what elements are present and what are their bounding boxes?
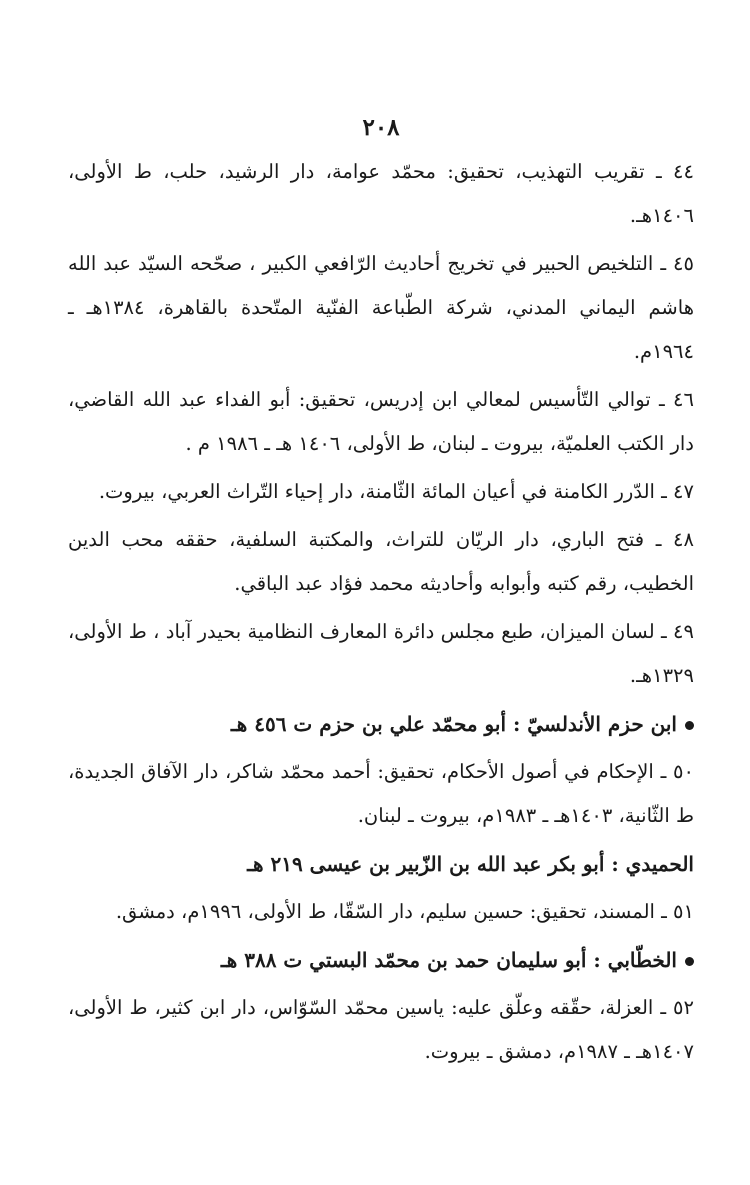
author-heading-text: الحميدي : أبو بكر عبد الله بن الزّبير بن عيسى ٢١٩ هـ bbox=[247, 852, 694, 876]
bibliography-entry-45: ٤٥ ـ التلخيص الحبير في تخريج أحاديث الرّافعي الكبير ، صحّحه السيّد عبد الله هاشم اليماني المدني، شركة الطّباعة الفنّية المتّحدة بالقاهرة، ١٣٨٤هـ ـ ١٩٦٤م. bbox=[68, 252, 694, 363]
bibliography-entry-47: ٤٧ ـ الدّرر الكامنة في أعيان المائة الثّامنة، دار إحياء التّراث العربي، بيروت. bbox=[98, 480, 694, 503]
bullet-icon bbox=[685, 721, 694, 730]
author-heading-ibn-hazm bbox=[68, 702, 694, 746]
author-heading-text: ابن حزم الأندلسيّ : أبو محمّد علي بن حزم ت ٤٥٦ هـ bbox=[230, 712, 677, 736]
bibliography-entry-52: ٥٢ ـ العزلة، حقّقه وعلّق عليه: ياسين محمّد السّوّاس، دار ابن كثير، ط الأولى، ١٤٠٧هـ ـ ١٩٨٧م، دمشق ـ بيروت. bbox=[68, 996, 694, 1063]
bibliography-entry-50: ٥٠ ـ الإحكام في أصول الأحكام، تحقيق: أحمد محمّد شاكر، دار الآفاق الجديدة، ط الثّانية، ١٤٠٣هـ ـ ١٩٨٣م، بيروت ـ لبنان. bbox=[68, 760, 694, 827]
author-heading-text: الخطّابي : أبو سليمان حمد بن محمّد البستي ت ٣٨٨ هـ bbox=[220, 948, 677, 972]
bibliography-entry-46: ٤٦ ـ توالي التّأسيس لمعالي ابن إدريس، تحقيق: أبو الفداء عبد الله القاضي، دار الكتب العلميّة، بيروت ـ لبنان، ط الأولى، ١٤٠٦ هـ ـ ١٩٨٦ م . bbox=[68, 388, 694, 455]
bibliography-entry-48: ٤٨ ـ فتح الباري، دار الريّان للتراث، والمكتبة السلفية، حققه محب الدين الخطيب، رقم كتبه وأبوابه وأحاديثه محمد فؤاد عبد الباقي. bbox=[68, 528, 694, 595]
document-page bbox=[68, 108, 694, 1078]
author-heading-humaydi bbox=[68, 842, 694, 886]
page-number: ٢٠٨ bbox=[362, 114, 400, 141]
bullet-icon bbox=[685, 957, 694, 966]
bibliography-entry-49: ٤٩ ـ لسان الميزان، طبع مجلس دائرة المعارف النظامية بحيدر آباد ، ط الأولى، ١٣٢٩هـ. bbox=[68, 620, 694, 687]
author-heading-khattabi bbox=[68, 938, 694, 982]
bibliography-entry-51: ٥١ ـ المسند، تحقيق: حسين سليم، دار السّقّا، ط الأولى، ١٩٩٦م، دمشق. bbox=[115, 900, 694, 923]
bibliography-entry-44: ٤٤ ـ تقريب التهذيب، تحقيق: محمّد عوامة، دار الرشيد، حلب، ط الأولى، ١٤٠٦هـ. bbox=[68, 160, 694, 227]
